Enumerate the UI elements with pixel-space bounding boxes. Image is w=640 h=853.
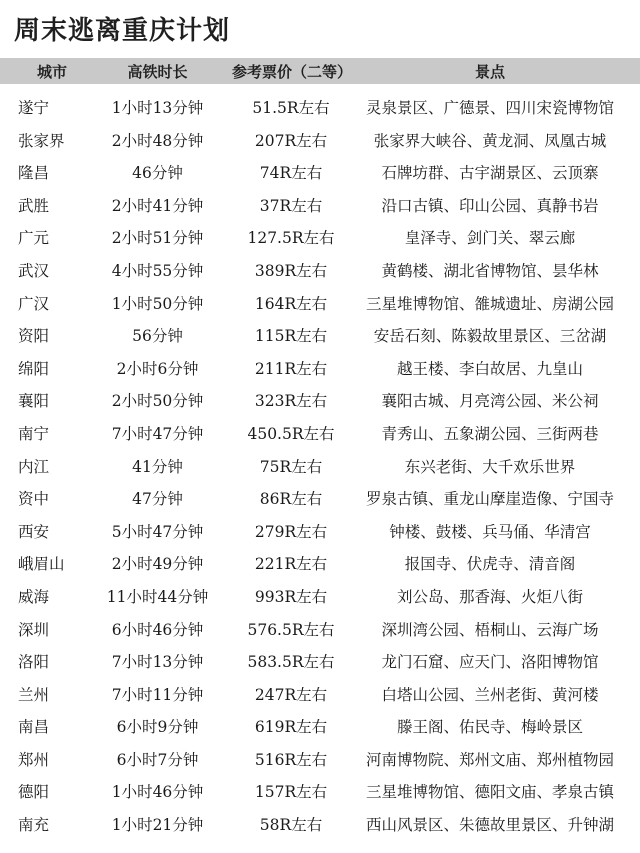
header-price: 参考票价（二等） [231, 63, 352, 81]
city-cell: 峨眉山 [18, 555, 65, 574]
city-cell: 广汉 [18, 294, 50, 313]
time-cell: 7小时47分钟 [111, 424, 204, 443]
city-cell: 郑州 [18, 750, 50, 769]
price-cell: 221R左右 [254, 555, 328, 574]
table-row [0, 547, 640, 580]
table-row [0, 482, 640, 515]
spots-cell: 滕王阁、佑民寺、梅岭景区 [396, 718, 583, 737]
time-cell: 46分钟 [132, 164, 183, 183]
spots-cell: 东兴老街、大千欢乐世界 [404, 457, 576, 476]
time-cell: 1小时46分钟 [111, 783, 204, 802]
time-cell: 5小时47分钟 [111, 522, 204, 541]
price-cell: 389R左右 [254, 261, 328, 280]
table-row [0, 352, 640, 385]
time-cell: 2小时49分钟 [111, 555, 204, 574]
time-cell: 1小时50分钟 [111, 294, 204, 313]
table-row [0, 613, 640, 646]
city-cell: 遂宁 [18, 99, 50, 117]
spots-cell: 白塔山公园、兰州老街、黄河楼 [381, 685, 599, 704]
time-cell: 11小时44分钟 [106, 587, 209, 606]
city-cell: 兰州 [18, 685, 50, 704]
table-row [0, 319, 640, 352]
time-cell: 6小时9分钟 [116, 718, 199, 737]
table-row [0, 91, 640, 124]
time-cell: 7小时13分钟 [111, 653, 204, 672]
table-row [0, 580, 640, 613]
time-cell: 1小时13分钟 [111, 99, 204, 117]
city-cell: 武汉 [18, 261, 50, 280]
table-row [0, 384, 640, 417]
time-cell: 56分钟 [132, 327, 183, 346]
header-spots: 景点 [474, 63, 505, 81]
price-cell: 127.5R左右 [247, 229, 335, 248]
table-row [0, 189, 640, 222]
spots-cell: 石牌坊群、古宇湖景区、云顶寨 [381, 164, 599, 183]
time-cell: 2小时48分钟 [111, 131, 204, 150]
spots-cell: 安岳石刻、陈毅故里景区、三岔湖 [373, 327, 607, 346]
table-row [0, 417, 640, 450]
time-cell: 1小时21分钟 [111, 816, 204, 835]
city-cell: 资阳 [18, 327, 50, 346]
city-cell: 武胜 [18, 196, 50, 215]
time-cell: 47分钟 [132, 490, 183, 509]
city-cell: 内江 [18, 457, 50, 476]
price-cell: 279R左右 [254, 522, 328, 541]
city-cell: 德阳 [18, 783, 50, 802]
table-row [0, 775, 640, 808]
table-row [0, 156, 640, 189]
price-cell: 37R左右 [259, 196, 323, 215]
spots-cell: 报国寺、伏虎寺、清音阁 [404, 555, 576, 574]
time-cell: 2小时6分钟 [116, 359, 199, 378]
time-cell: 41分钟 [132, 457, 183, 476]
city-cell: 威海 [18, 587, 50, 606]
price-cell: 993R左右 [254, 587, 328, 606]
spots-cell: 皇泽寺、剑门关、翠云廊 [404, 229, 576, 248]
price-cell: 583.5R左右 [247, 653, 335, 672]
spots-cell: 越王楼、李白故居、九皇山 [396, 359, 583, 378]
price-cell: 75R左右 [259, 457, 323, 476]
price-cell: 323R左右 [254, 392, 328, 411]
price-cell: 74R左右 [259, 164, 323, 183]
spots-cell: 西山风景区、朱德故里景区、升钟湖 [365, 816, 614, 835]
spots-cell: 青秀山、五象湖公园、三街两巷 [381, 424, 599, 443]
city-cell: 南昌 [18, 718, 50, 737]
spots-cell: 张家界大峡谷、黄龙洞、凤凰古城 [373, 131, 607, 150]
table-row [0, 808, 640, 841]
page-title: 周末逃离重庆计划 [14, 16, 231, 46]
price-cell: 516R左右 [254, 750, 328, 769]
table-row [0, 254, 640, 287]
city-cell: 西安 [18, 522, 50, 541]
table-row [0, 221, 640, 254]
city-cell: 洛阳 [18, 653, 50, 672]
spots-cell: 河南博物院、郑州文庙、郑州植物园 [365, 750, 614, 769]
time-cell: 4小时55分钟 [111, 261, 204, 280]
time-cell: 6小时7分钟 [116, 750, 199, 769]
spots-cell: 三星堆博物馆、雒城遗址、房湖公园 [365, 294, 614, 313]
table-body [0, 91, 640, 841]
city-cell: 绵阳 [18, 359, 50, 378]
price-cell: 86R左右 [259, 490, 323, 509]
table-row [0, 645, 640, 678]
spots-cell: 三星堆博物馆、德阳文庙、孝泉古镇 [365, 783, 614, 802]
price-cell: 450.5R左右 [247, 424, 335, 443]
city-cell: 隆昌 [18, 164, 50, 183]
header-city: 城市 [36, 63, 67, 81]
price-cell: 207R左右 [254, 131, 328, 150]
spots-cell: 黄鹤楼、湖北省博物馆、昙华林 [381, 261, 599, 280]
spots-cell: 刘公岛、那香海、火炬八街 [396, 587, 583, 606]
city-cell: 张家界 [18, 131, 65, 150]
spots-cell: 沿口古镇、印山公园、真静书岩 [381, 196, 599, 215]
time-cell: 2小时50分钟 [111, 392, 204, 411]
price-cell: 619R左右 [254, 718, 328, 737]
table-row [0, 287, 640, 320]
price-cell: 58R左右 [259, 816, 323, 835]
city-cell: 广元 [18, 229, 50, 248]
spots-cell: 罗泉古镇、重龙山摩崖造像、宁国寺 [365, 490, 614, 509]
header-time: 高铁时长 [127, 63, 188, 81]
price-cell: 157R左右 [254, 783, 328, 802]
city-cell: 南充 [18, 816, 50, 835]
price-cell: 211R左右 [254, 359, 328, 378]
city-cell: 资中 [18, 490, 50, 509]
table-row [0, 450, 640, 483]
time-cell: 2小时51分钟 [111, 229, 204, 248]
table-row [0, 678, 640, 711]
spots-cell: 灵泉景区、广德景、四川宋瓷博物馆 [365, 99, 614, 117]
time-cell: 2小时41分钟 [111, 196, 204, 215]
table-row [0, 515, 640, 548]
city-cell: 南宁 [18, 424, 50, 443]
price-cell: 247R左右 [254, 685, 328, 704]
time-cell: 6小时46分钟 [111, 620, 204, 639]
spots-cell: 钟楼、鼓楼、兵马俑、华清宫 [389, 522, 591, 541]
price-cell: 576.5R左右 [247, 620, 335, 639]
time-cell: 7小时11分钟 [111, 685, 204, 704]
price-cell: 164R左右 [254, 294, 328, 313]
table-row [0, 710, 640, 743]
city-cell: 深圳 [18, 620, 50, 639]
price-cell: 51.5R左右 [252, 99, 330, 117]
table-row [0, 743, 640, 776]
spots-cell: 深圳湾公园、梧桐山、云海广场 [381, 620, 599, 639]
spots-cell: 龙门石窟、应天门、洛阳博物馆 [381, 653, 599, 672]
city-cell: 襄阳 [18, 392, 50, 411]
table-row [0, 124, 640, 157]
price-cell: 115R左右 [254, 327, 328, 346]
table-header [0, 58, 640, 84]
spots-cell: 襄阳古城、月亮湾公园、米公祠 [381, 392, 599, 411]
